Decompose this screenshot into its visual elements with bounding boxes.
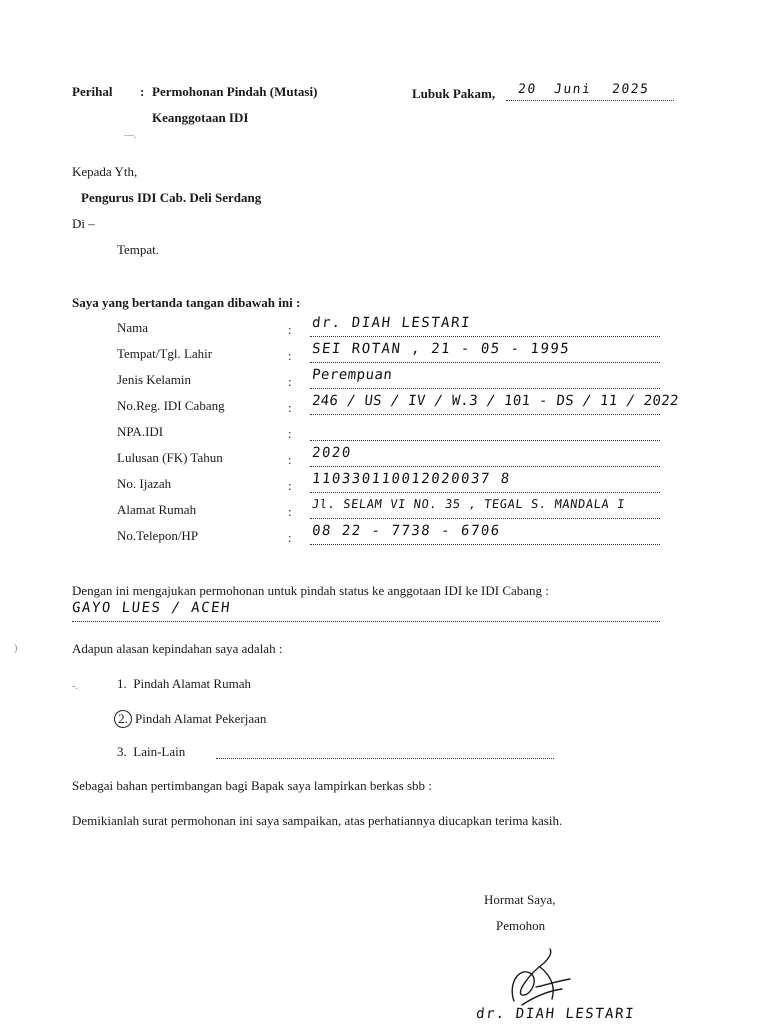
field-label: Nama: [117, 320, 149, 335]
date-day: 20: [517, 82, 538, 97]
stray-mark: ): [14, 643, 18, 654]
field-colon: :: [288, 322, 292, 337]
field-dotted-line: [310, 388, 660, 389]
field-colon: :: [288, 478, 292, 493]
date-month: Juni: [553, 82, 593, 97]
addressee-kepada: Kepada Yth,: [72, 164, 138, 179]
reason-item: [117, 676, 251, 692]
field-dotted-line: [310, 414, 660, 415]
stray-mark: -.: [72, 681, 78, 692]
reason-item-selected: [117, 710, 266, 728]
addressee-di: Di –: [72, 216, 95, 231]
reason-text: Pindah Alamat Rumah: [133, 676, 251, 691]
field-colon: :: [288, 426, 292, 441]
perihal-subject-line1: Permohonan Pindah (Mutasi): [152, 84, 318, 99]
field-label: No.Telepon/HP: [117, 528, 199, 543]
reason-item: [117, 744, 185, 760]
field-label: Jenis Kelamin: [117, 372, 192, 387]
field-dotted-line: [310, 440, 660, 441]
addressee-org: Pengurus IDI Cab. Deli Serdang: [81, 190, 262, 205]
addressee-tempat: Tempat.: [117, 242, 160, 257]
attachment-text: Sebagai bahan pertimbangan bagi Bapak saya lampirkan berkas sbb :: [72, 778, 432, 793]
date-dotted-line: [506, 100, 674, 101]
perihal-subject-line2: Keanggotaan IDI: [152, 110, 249, 125]
field-dotted-line: [310, 544, 660, 545]
field-colon: :: [288, 400, 292, 415]
field-colon: :: [288, 374, 292, 389]
field-dotted-line: [310, 362, 660, 363]
field-label: Lulusan (FK) Tahun: [117, 450, 223, 465]
perihal-label: Perihal: [72, 84, 113, 99]
field-colon: :: [288, 504, 292, 519]
destination-dotted-line: [72, 621, 660, 622]
reason-text: Lain-Lain: [133, 744, 186, 759]
signed-name: dr. DIAH LESTARI: [475, 1006, 636, 1022]
reason-other-dotted-line: [216, 758, 554, 759]
reason-intro: Adapun alasan kepindahan saya adalah :: [72, 641, 283, 656]
field-label: No.Reg. IDI Cabang: [117, 398, 225, 413]
field-value: 2020: [311, 445, 353, 461]
field-dotted-line: [310, 336, 660, 337]
field-colon: :: [288, 452, 292, 467]
field-label: NPA.IDI: [117, 424, 164, 439]
place-date: [412, 86, 495, 102]
signoff-hormat: Hormat Saya,: [484, 892, 556, 907]
field-value: 246 / US / IV / W.3 / 101 - DS / 11 / 2022: [311, 393, 680, 409]
reason-number: 3.: [117, 744, 127, 759]
field-label: No. Ijazah: [117, 476, 172, 491]
field-value: 110330110012020037 8: [311, 471, 512, 487]
date-year: 2025: [611, 82, 651, 97]
destination-value: GAYO LUES / ACEH: [71, 600, 232, 616]
signoff-pemohon: Pemohon: [496, 918, 546, 933]
field-value: SEI ROTAN , 21 - 05 - 1995: [311, 341, 571, 357]
field-dotted-line: [310, 466, 660, 467]
field-dotted-line: [310, 518, 660, 519]
reason-text: Pindah Alamat Pekerjaan: [135, 711, 267, 726]
field-colon: :: [288, 530, 292, 545]
field-value: Perempuan: [311, 367, 394, 383]
field-colon: :: [288, 348, 292, 363]
field-label: Tempat/Tgl. Lahir: [117, 346, 213, 361]
field-value: Jl. SELAM VI NO. 35 , TEGAL S. MANDALA I: [311, 497, 626, 511]
intro-statement: Saya yang bertanda tangan dibawah ini :: [72, 295, 301, 310]
request-text: Dengan ini mengajukan permohonan untuk pindah status ke anggotaan IDI ke IDI Cabang :: [72, 583, 549, 598]
place-date-prefix: Lubuk Pakam,: [412, 86, 496, 101]
perihal-colon: :: [140, 84, 145, 99]
closing-text: Demikianlah surat permohonan ini saya sampaikan, atas perhatiannya diucapkan terima kasih.: [72, 813, 563, 828]
signature-image: [500, 945, 580, 1015]
field-label: Alamat Rumah: [117, 502, 197, 517]
field-dotted-line: [310, 492, 660, 493]
reason-number-circled: 2.: [114, 710, 132, 728]
stray-mark: —.: [124, 130, 137, 141]
reason-number: 1.: [117, 676, 127, 691]
field-value: 08 22 - 7738 - 6706: [311, 523, 502, 539]
field-value: dr. DIAH LESTARI: [311, 315, 472, 331]
